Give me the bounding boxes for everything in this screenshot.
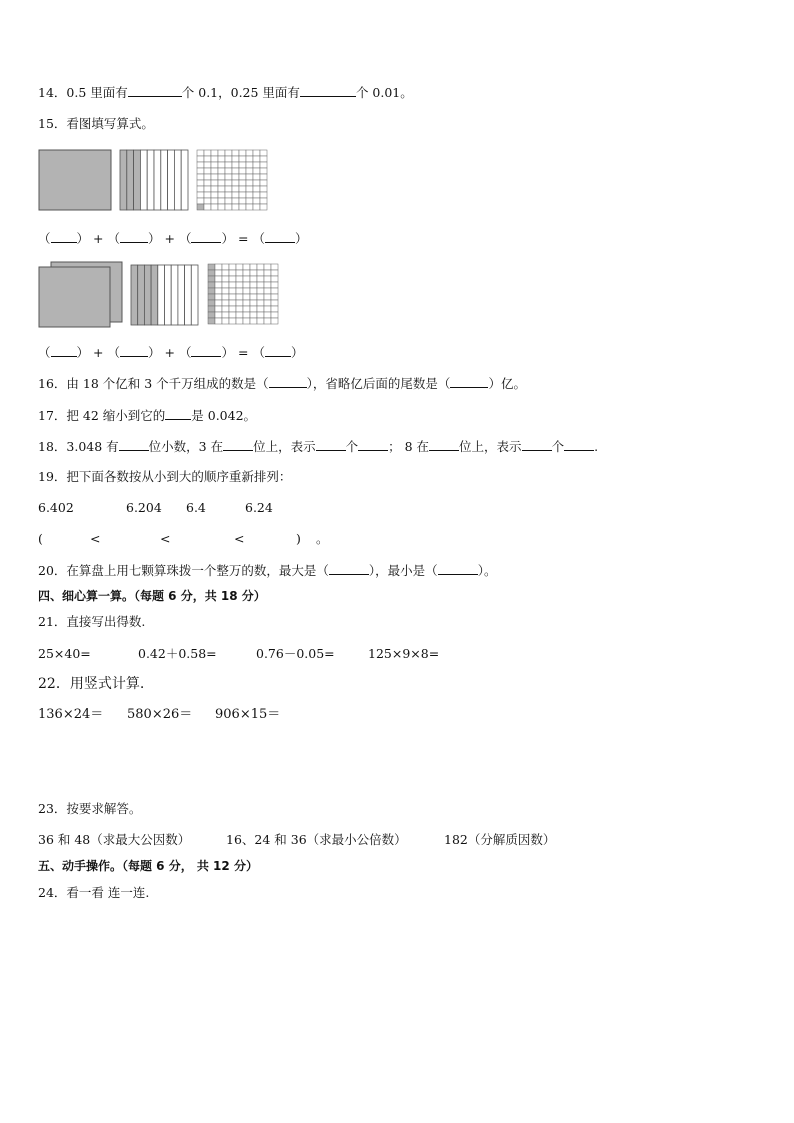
hundredth-cell	[250, 306, 257, 312]
hundredth-cell	[208, 270, 215, 276]
q18-blank-2[interactable]	[223, 438, 253, 451]
q22-items	[38, 707, 280, 723]
hundredth-cell	[271, 312, 278, 318]
hundredth-cell	[257, 282, 264, 288]
q19-num-4: 6.24	[245, 500, 273, 515]
q20-blank-1[interactable]	[329, 562, 369, 575]
hundredth-cell	[236, 288, 243, 294]
hundredth-cell	[250, 300, 257, 306]
hundredth-cell	[215, 282, 222, 288]
tenth-strip	[191, 265, 198, 325]
tenth-strip	[185, 265, 192, 325]
q18-blank-4[interactable]	[358, 438, 388, 451]
hundredth-cell	[215, 312, 222, 318]
hundredth-cell	[236, 270, 243, 276]
hundredth-cell	[271, 282, 278, 288]
q22-item-1: 136×24＝	[38, 707, 104, 722]
hundredth-cell	[215, 264, 222, 270]
q18-blank-6[interactable]	[522, 438, 552, 451]
hundredth-cell	[271, 276, 278, 282]
question-24-title: 24．看一看 连一连.	[38, 885, 150, 900]
hundredth-cell	[250, 282, 257, 288]
hundredth-cell	[264, 288, 271, 294]
hundredth-cell	[208, 264, 215, 270]
question-17: 17．把 42 缩小到它的 是 0.042。	[38, 408, 257, 423]
hundredth-cell	[243, 264, 250, 270]
question-23-title: 23．按要求解答。	[38, 801, 142, 816]
hundredth-cell	[257, 294, 264, 300]
hundredth-cell	[250, 312, 257, 318]
hundredth-cell	[264, 306, 271, 312]
q19-num-2: 6.204	[126, 500, 162, 515]
hundredth-cell	[229, 264, 236, 270]
question-16: 16．由 18 个亿和 3 个千万组成的数是（ ），省略亿后面的尾数是（ ）亿。	[38, 376, 526, 391]
tenths-strips-2	[131, 265, 198, 325]
hundredth-cell	[208, 318, 215, 324]
hundredth-cell	[243, 300, 250, 306]
hundredth-cell	[208, 276, 215, 282]
hundredth-cell	[250, 264, 257, 270]
q21-item-1: 25×40=	[38, 646, 91, 661]
hundredth-cell	[264, 282, 271, 288]
hundredth-cell	[222, 318, 229, 324]
hundredth-cell	[257, 300, 264, 306]
q22-item-2: 580×26＝	[127, 707, 193, 722]
section-5-heading: 五、动手操作。（每题 6 分， 共 12 分）	[38, 859, 258, 873]
hundredth-cell	[264, 264, 271, 270]
hundredth-cell	[208, 282, 215, 288]
hundredth-cell	[236, 300, 243, 306]
hundredth-cell	[208, 288, 215, 294]
hundredth-cell	[229, 300, 236, 306]
hundredths-grid-2	[208, 264, 278, 324]
q18-blank-7[interactable]	[564, 438, 594, 451]
q19-num-1: 6.402	[38, 500, 74, 515]
hundredth-cell	[271, 288, 278, 294]
q15-equation-1: （ ） + （ ） + （ ） = （ ）	[38, 231, 308, 246]
hundredth-cell	[264, 300, 271, 306]
question-15-title: 15．看图填写算式。	[38, 116, 154, 131]
hundredth-cell	[250, 318, 257, 324]
q23-item-2: 16、24 和 36（求最小公倍数）	[226, 832, 407, 847]
hundredth-cell	[271, 294, 278, 300]
hundredth-cell	[229, 306, 236, 312]
q18-blank-3[interactable]	[316, 438, 346, 451]
question-19-title: 19．把下面各数按从小到大的顺序重新排列：	[38, 469, 292, 484]
hundredth-cell	[222, 276, 229, 282]
tenth-strip	[151, 265, 158, 325]
hundredth-cell	[257, 288, 264, 294]
q21-item-3: 0.76－0.05=	[256, 646, 335, 661]
hundredth-cell	[250, 288, 257, 294]
tenth-strip	[165, 265, 172, 325]
hundredth-cell	[236, 264, 243, 270]
hundredth-cell	[243, 288, 250, 294]
hundredth-cell	[236, 312, 243, 318]
tenth-strip	[171, 265, 178, 325]
hundredth-cell	[250, 270, 257, 276]
q16-blank-2[interactable]	[450, 375, 488, 388]
q21-items	[38, 646, 439, 662]
question-18: 18．3.048 有 位小数，3 在 位上，表示 个 ； 8 在 位上，表示 个 .	[38, 439, 599, 454]
tenth-strip	[158, 265, 165, 325]
hundredth-cell	[236, 306, 243, 312]
question-22-title: 22．用竖式计算.	[38, 676, 145, 692]
hundredth-cell	[243, 294, 250, 300]
hundredth-cell	[208, 312, 215, 318]
hundredth-cell	[215, 300, 222, 306]
hundredth-cell	[264, 276, 271, 282]
q22-item-3: 906×15＝	[215, 707, 281, 722]
hundredth-cell	[222, 312, 229, 318]
question-20: 20．在算盘上用七颗算珠拨一个整万的数，最大是（ ），最小是（ ）。	[38, 563, 497, 578]
q17-blank[interactable]	[165, 407, 191, 420]
hundredth-cell	[243, 312, 250, 318]
hundredth-cell	[229, 288, 236, 294]
hundredth-cell	[222, 270, 229, 276]
hundredth-cell	[222, 288, 229, 294]
hundredth-cell	[215, 276, 222, 282]
q18-blank-1[interactable]	[119, 438, 149, 451]
q14-text-a: 14．0.5 里面有	[38, 85, 128, 100]
hundredth-cell	[243, 318, 250, 324]
eq2-blank-4[interactable]	[265, 344, 291, 357]
q23-item-3: 182（分解质因数）	[444, 832, 556, 847]
hundredth-cell	[222, 300, 229, 306]
hundredth-cell	[257, 318, 264, 324]
hundredth-cell	[229, 294, 236, 300]
lt-2: <	[160, 531, 171, 546]
hundredth-cell	[208, 300, 215, 306]
q23-items	[38, 832, 555, 848]
q23-item-1: 36 和 48（求最大公因数）	[38, 832, 191, 847]
hundredth-cell	[215, 318, 222, 324]
tenth-strip	[178, 265, 185, 325]
hundredth-cell	[236, 282, 243, 288]
hundredth-cell	[264, 294, 271, 300]
q21-item-4: 125×9×8=	[368, 646, 440, 661]
hundredth-cell	[257, 264, 264, 270]
hundredth-cell	[208, 294, 215, 300]
eq2-blank-3[interactable]	[191, 344, 221, 357]
hundredth-cell	[236, 276, 243, 282]
hundredth-cell	[208, 306, 215, 312]
hundredth-cell	[264, 270, 271, 276]
eq2-blank-2[interactable]	[120, 344, 148, 357]
hundredth-cell	[243, 276, 250, 282]
section-4-heading: 四、细心算一算。（每题 6 分，共 18 分）	[38, 589, 266, 603]
q18-blank-5[interactable]	[429, 438, 459, 451]
hundredth-cell	[271, 306, 278, 312]
hundredth-cell	[243, 270, 250, 276]
hundredth-cell	[271, 264, 278, 270]
q19-answer-row: ( < < < ) 。	[38, 531, 329, 546]
hundredth-cell	[271, 318, 278, 324]
q14-text-b: 个 0.1，0.25 里面有	[181, 85, 300, 100]
hundredth-cell	[215, 294, 222, 300]
eq2-blank-1[interactable]	[51, 344, 77, 357]
hundredth-cell	[229, 318, 236, 324]
hundredth-cell	[264, 312, 271, 318]
hundredth-cell	[222, 306, 229, 312]
q14-text-c: 个 0.01。	[355, 85, 413, 100]
q19-num-3: 6.4	[186, 500, 206, 515]
hundredth-cell	[222, 294, 229, 300]
hundredth-cell	[222, 264, 229, 270]
hundredth-cell	[271, 270, 278, 276]
q20-blank-2[interactable]	[438, 562, 478, 575]
hundredth-cell	[257, 270, 264, 276]
hundredth-cell	[250, 276, 257, 282]
hundredth-cell	[257, 312, 264, 318]
hundredth-cell	[229, 282, 236, 288]
lt-3: <	[234, 531, 245, 546]
whole-square-front	[39, 267, 110, 327]
q15-figure-row-2	[0, 0, 794, 340]
hundredth-cell	[264, 318, 271, 324]
hundredth-cell	[236, 294, 243, 300]
question-21-title: 21．直接写出得数.	[38, 614, 146, 629]
q16-blank-1[interactable]	[269, 375, 307, 388]
lt-1: <	[90, 531, 101, 546]
q15-equation-2: （ ） + （ ） + （ ） = （ ）	[38, 345, 304, 360]
q21-item-2: 0.42＋0.58=	[138, 646, 217, 661]
q19-numbers	[38, 500, 273, 516]
hundredth-cell	[229, 270, 236, 276]
tenth-strip	[144, 265, 151, 325]
hundredth-cell	[229, 312, 236, 318]
hundredth-cell	[271, 300, 278, 306]
hundredth-cell	[222, 282, 229, 288]
hundredth-cell	[250, 294, 257, 300]
hundredth-cell	[215, 270, 222, 276]
hundredth-cell	[257, 306, 264, 312]
hundredth-cell	[215, 306, 222, 312]
hundredth-cell	[236, 318, 243, 324]
hundredth-cell	[243, 282, 250, 288]
hundredth-cell	[229, 276, 236, 282]
hundredth-cell	[243, 306, 250, 312]
tenth-strip	[131, 265, 138, 325]
tenth-strip	[138, 265, 145, 325]
hundredth-cell	[257, 276, 264, 282]
hundredth-cell	[215, 288, 222, 294]
